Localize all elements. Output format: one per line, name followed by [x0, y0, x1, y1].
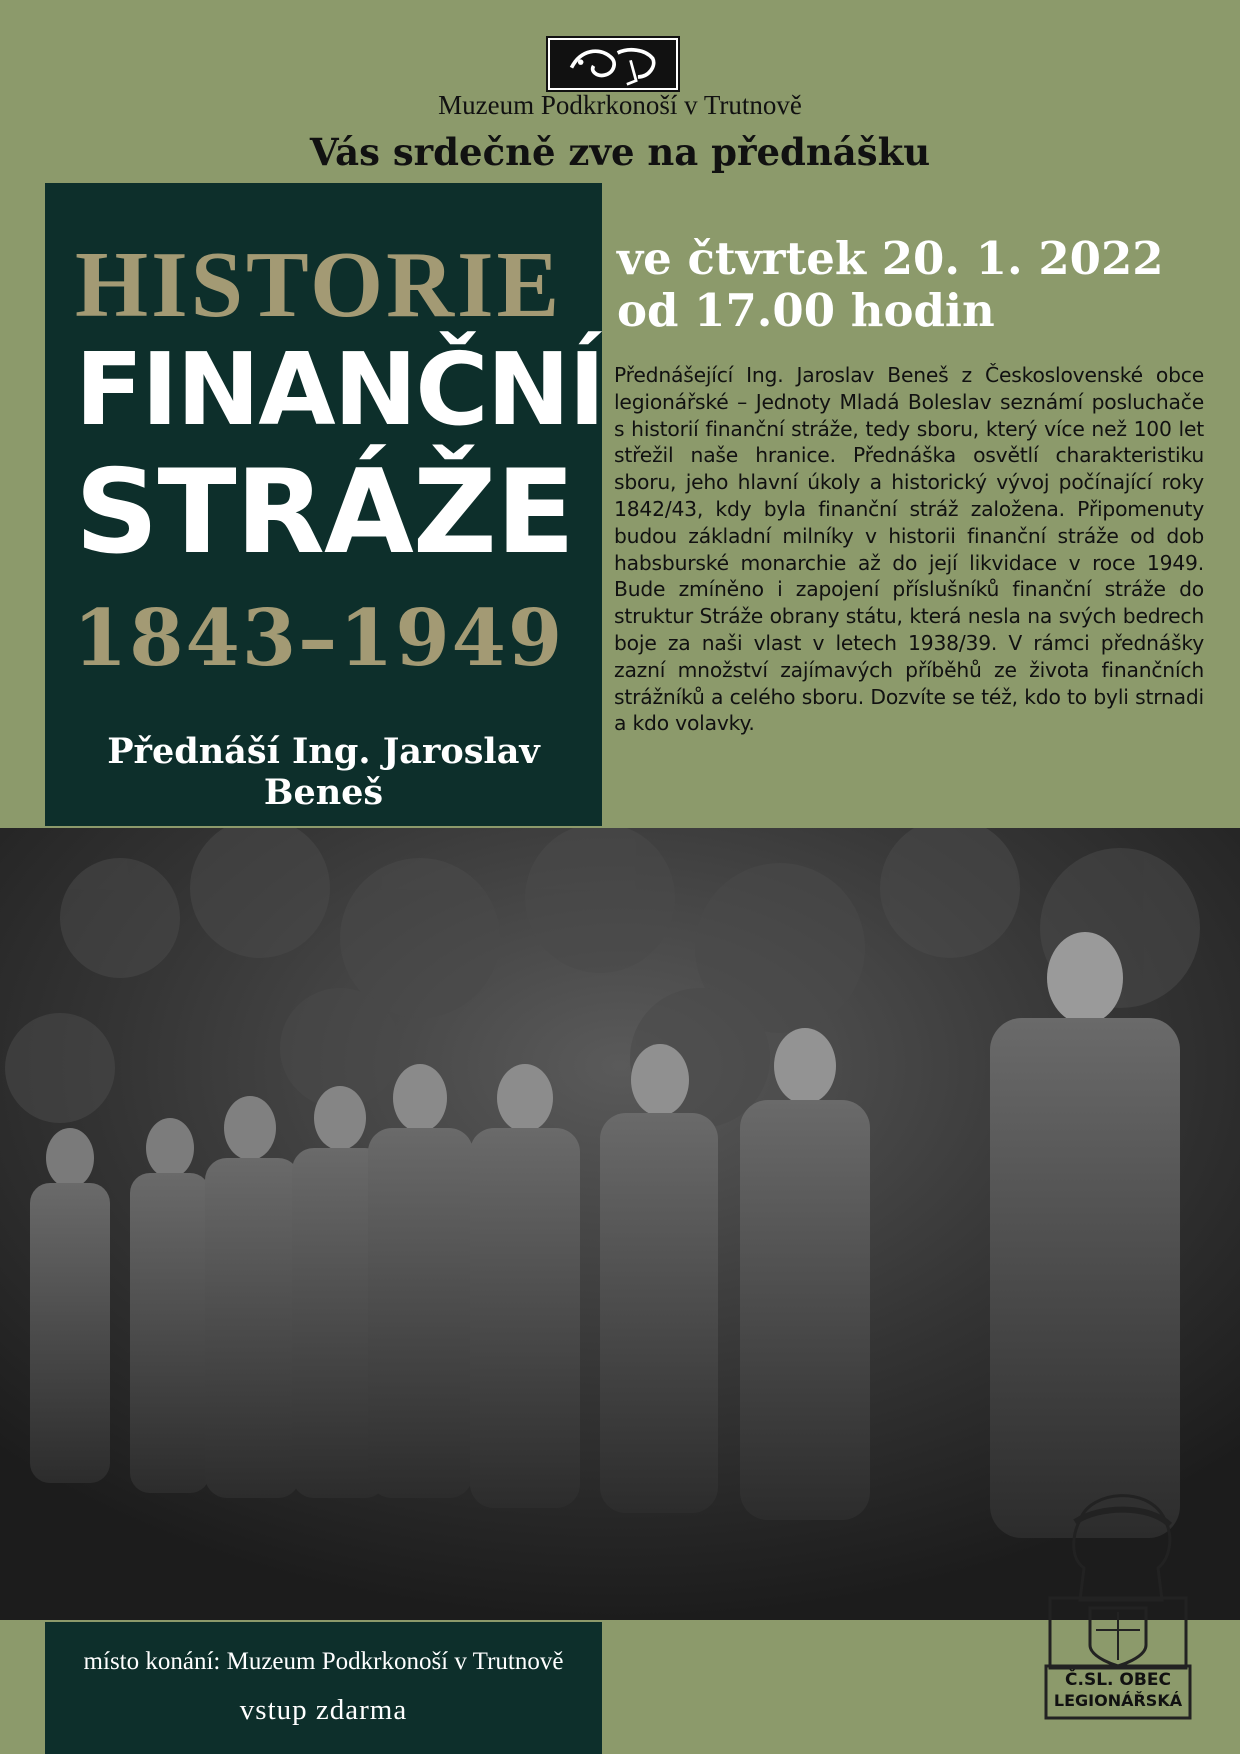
- entry-text: vstup zdarma: [239, 1694, 408, 1726]
- title-line-1: HISTORIE: [75, 233, 563, 337]
- invitation-heading: Vás srdečně zve na přednášku: [309, 130, 931, 174]
- title-years: 1843–1949: [73, 593, 565, 684]
- legion-emblem: [1040, 1480, 1196, 1720]
- emblem-text-top: Č.SL. OBEC: [1065, 1670, 1171, 1690]
- event-date: ve čtvrtek 20. 1. 2022: [617, 232, 1164, 285]
- title-line-3: STRÁŽE: [75, 445, 575, 580]
- title-panel: [45, 183, 602, 826]
- event-time: od 17.00 hodin: [617, 284, 995, 337]
- emblem-text-bottom: LEGIONÁŘSKÁ: [1053, 1691, 1183, 1710]
- title-line-2: FINANČNÍ: [75, 331, 604, 448]
- museum-logo: [548, 38, 678, 90]
- venue-text: místo konání: Muzeum Podkrkonoší v Trutnově: [83, 1648, 564, 1675]
- lecturer-name: Přednáší Ing. Jaroslav Beneš: [107, 731, 540, 813]
- museum-name: Muzeum Podkrkonoší v Trutnově: [438, 90, 802, 120]
- footer-panel: [45, 1622, 602, 1754]
- lecture-description: Přednášející Ing. Jaroslav Beneš z Československé obce legionářské – Jednoty Mladá Boleslav seznámí posluchače s historií finanční stráže, tedy sboru, který více než 100 let střežil naše hranice. Přednáška osvětlí charakteristiku sboru, jeho hlavní úkoly a historický vývoj počínající roky 1842/43, kdy byla finanční stráž založena. Připomenuty budou základní milníky v historii finanční stráže od dob habsburské monarchie až do její likvidace v roce 1949. Bude zmíněno i zapojení příslušníků finanční stráže do struktur Stráže obrany státu, která nesla na svých bedrech boje za naši vlast v letech 1938/39. V rámci přednášky zazní množství zajímavých příběhů ze života finančních strážníků a celého sboru. Dozvíte se též, kdo to byli strnadi a kdo volavky.: [614, 363, 1204, 736]
- museum-logo-icon: [550, 40, 676, 88]
